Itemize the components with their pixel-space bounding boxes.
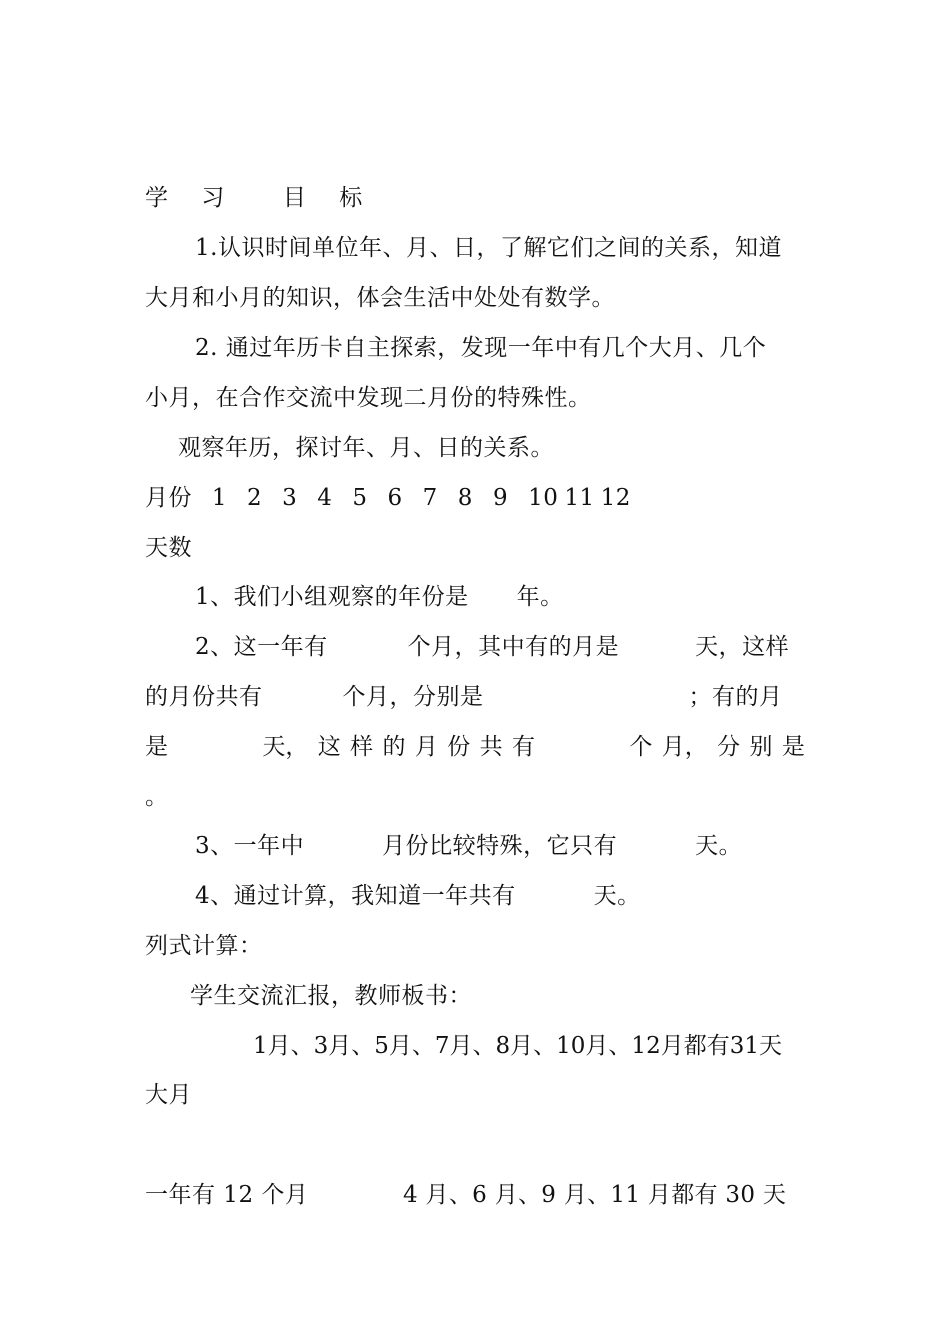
q2-text-a: 2、这一年有: [195, 634, 328, 660]
month-number: 7: [422, 485, 438, 511]
q1-text-a: 1、我们小组观察的年份是: [195, 584, 469, 610]
q2-line3-token: 共: [479, 734, 503, 760]
q2-line3-token: 月，: [661, 734, 708, 760]
goal-1-line-1: 1.认识时间单位年、月、日，了解它们之间的关系，知道: [195, 235, 782, 261]
small-months-line: 4 月、6 月、9 月、11 月都有 30 天: [403, 1182, 787, 1208]
question-4: [195, 881, 641, 911]
question-2-line-3: [145, 732, 805, 762]
question-3: [195, 831, 742, 861]
question-1: [195, 582, 564, 612]
q2-line3-token: 有: [512, 734, 535, 760]
calculation-label: 列式计算：: [145, 933, 263, 959]
month-number: 8: [457, 485, 473, 511]
q3-text-b: 月份比较特殊，它只有: [382, 833, 618, 859]
report-line: 学生交流汇报，教师板书：: [190, 983, 472, 1009]
goal-2-line-1: 2. 通过年历卡自主探索，发现一年中有几个大月、几个: [195, 335, 767, 361]
q2-line3-token: 是: [781, 734, 805, 760]
question-2-line-1: [195, 632, 789, 662]
q2-line3-token: 份: [447, 734, 471, 760]
q2-line3-token: 个: [629, 734, 653, 760]
month-number: 3: [282, 485, 298, 511]
q4-text-a: 4、通过计算，我知道一年共有: [195, 883, 516, 909]
year-months-line: 一年有 12 个月: [145, 1182, 309, 1208]
month-number: 2: [246, 485, 263, 511]
q2-line3-token: 别: [749, 734, 773, 760]
q2-text-c: 天，这样: [695, 634, 790, 660]
big-months-line: 1月、3月、5月、7月、8月、10月、12月都有31天: [253, 1033, 782, 1059]
heading-text: 学 习 目 标: [145, 185, 371, 211]
q2-line3-token: 样: [350, 734, 374, 760]
month-number: 5: [352, 485, 368, 511]
q2-text-b: 个月，其中有的月是: [407, 634, 620, 660]
month-label: 月份: [145, 485, 192, 511]
question-2-line-2: [145, 682, 783, 712]
month-number: 11: [564, 485, 595, 511]
month-number: 12: [600, 485, 631, 511]
q2-line3-token: 天，: [262, 734, 309, 760]
q1-text-b: 年。: [516, 584, 564, 610]
month-number: 1: [211, 485, 227, 511]
q2-line3-token: 月: [414, 734, 438, 760]
days-row: [145, 533, 192, 563]
month-row: [145, 483, 637, 513]
q4-text-b: 天。: [593, 883, 641, 909]
q3-text-c: 天。: [695, 833, 743, 859]
q2-text-e: 个月，分别是: [342, 684, 484, 710]
days-label: 天数: [145, 535, 192, 561]
month-numbers: [212, 485, 637, 511]
question-2-line-4: 。: [145, 784, 169, 810]
q2-text-f: ；有的月: [688, 684, 783, 710]
big-month-label: 大月: [145, 1082, 192, 1108]
q2-line3-token: 这: [317, 734, 341, 760]
q2-line3-token: 分: [717, 734, 741, 760]
section-heading: [145, 183, 370, 213]
month-number: 4: [317, 485, 333, 511]
month-number: 10: [528, 485, 559, 511]
month-number: 9: [492, 485, 509, 511]
observe-instruction: 观察年历，探讨年、月、日的关系。: [178, 435, 554, 461]
q2-line3-token: 的: [382, 734, 406, 760]
q2-line3-token: 是: [145, 734, 168, 760]
goal-2-line-2: 小月，在合作交流中发现二月份的特殊性。: [145, 385, 592, 411]
goal-1-line-2: 大月和小月的知识，体会生活中处处有数学。: [145, 285, 615, 311]
month-number: 6: [387, 485, 403, 511]
q3-text-a: 3、一年中: [195, 833, 305, 859]
q2-text-d: 的月份共有: [145, 684, 263, 710]
